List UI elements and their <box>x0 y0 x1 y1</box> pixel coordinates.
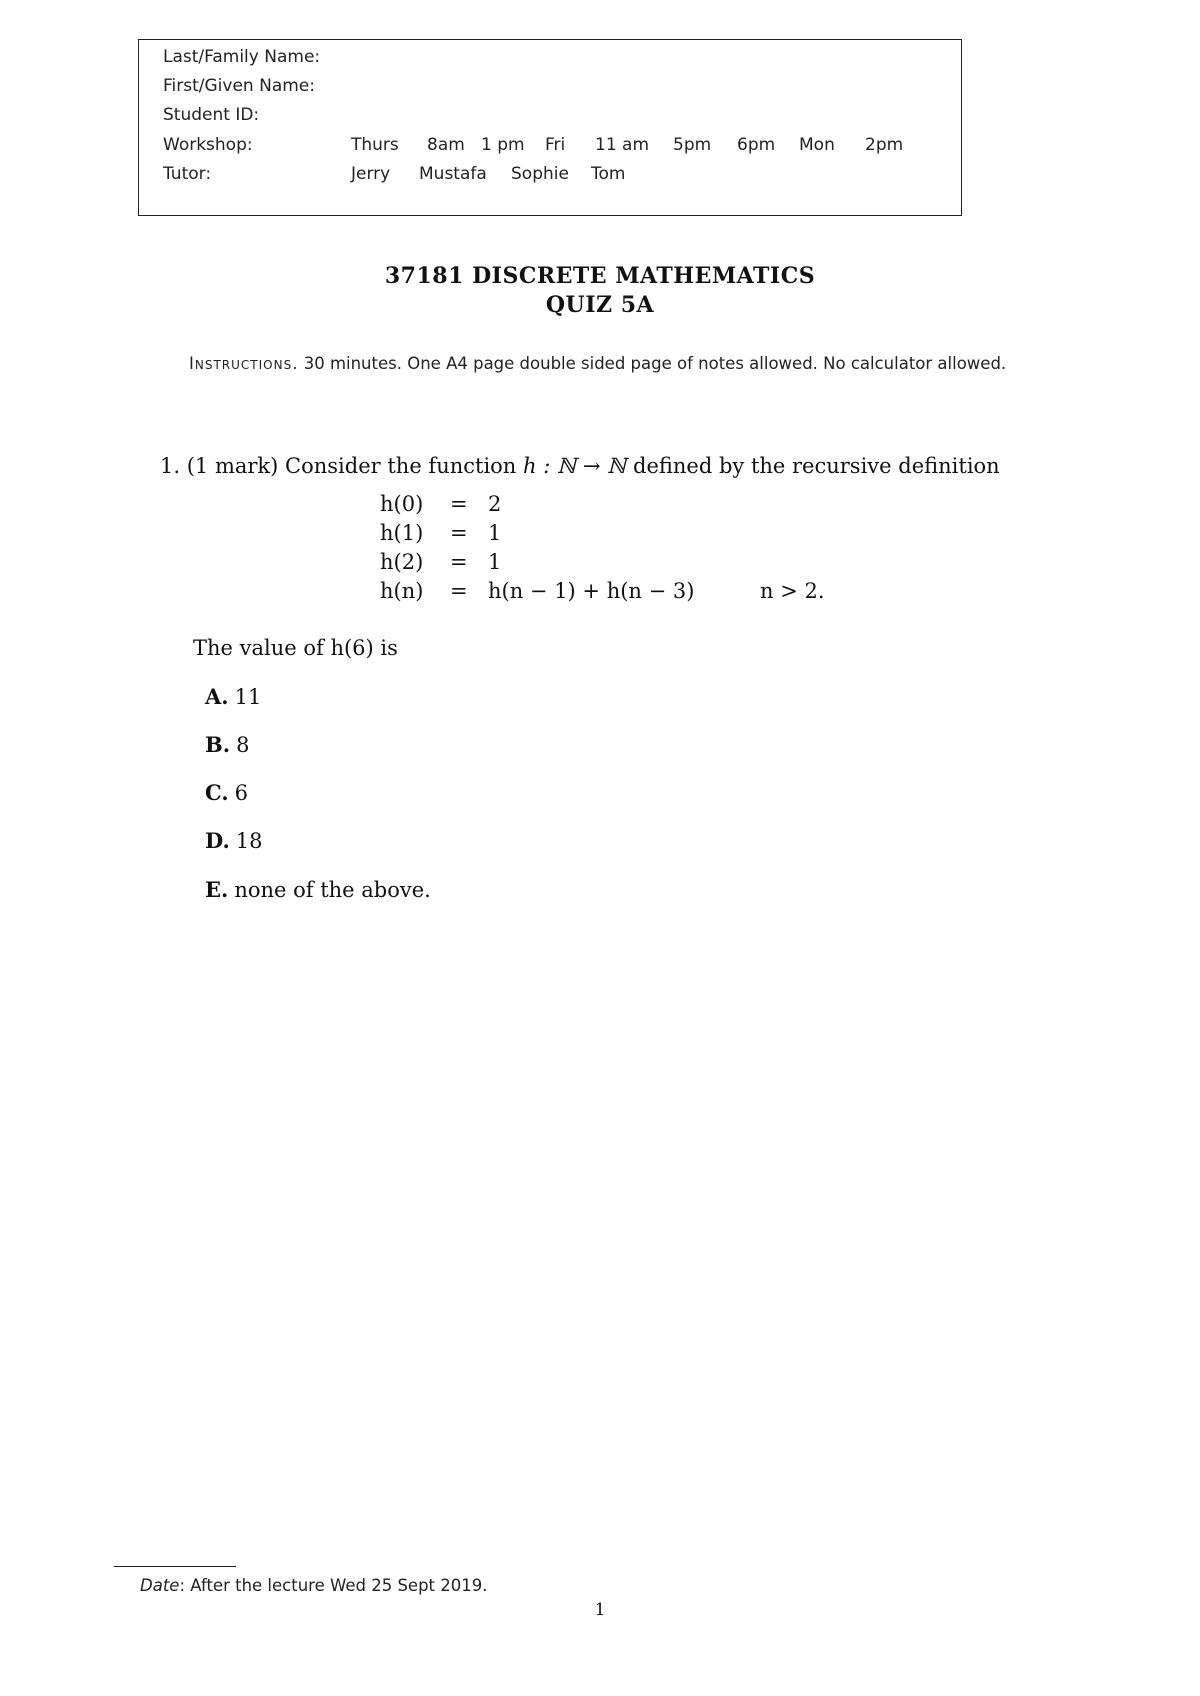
definition-row <box>380 550 880 578</box>
workshop-option: 5pm <box>673 135 712 155</box>
option-letter: E. <box>205 877 229 902</box>
workshop-option: 8am <box>427 135 465 155</box>
footnote <box>140 1576 488 1595</box>
footnote-label: Date <box>140 1576 180 1595</box>
definition-rhs: 1 <box>488 550 502 574</box>
option-text: 18 <box>235 829 263 853</box>
answer-option-e[interactable] <box>205 877 431 902</box>
definition-rhs: 1 <box>488 521 502 545</box>
option-text: 8 <box>236 733 250 757</box>
question-number: 1. <box>160 454 181 478</box>
first-name-label: First/Given Name: <box>163 76 315 96</box>
student-info-box <box>138 39 962 216</box>
instructions-label: Instructions. <box>189 354 299 373</box>
option-text: 6 <box>234 781 249 805</box>
definition-lhs: h(0) <box>380 492 424 516</box>
option-letter: C. <box>205 780 229 805</box>
workshop-option: 11 am <box>595 135 650 155</box>
workshop-option: 6pm <box>737 135 776 155</box>
question-text-before: Consider the function <box>285 454 517 478</box>
workshop-option: 1 pm <box>481 135 525 155</box>
answer-option-b[interactable] <box>205 732 249 757</box>
page-number: 1 <box>594 1600 606 1620</box>
first-name-row <box>163 76 349 96</box>
student-id-row <box>163 105 349 125</box>
last-name-row <box>163 47 349 67</box>
student-id-label: Student ID: <box>163 105 260 125</box>
workshop-option: 2pm <box>865 135 904 155</box>
definition-rhs: h(n − 1) + h(n − 3) <box>488 579 695 603</box>
definition-rhs: 2 <box>488 492 502 516</box>
definition-equals: = <box>450 521 468 545</box>
definition-row <box>380 521 880 549</box>
workshop-label: Workshop: <box>163 135 253 155</box>
instructions-text: 30 minutes. One A4 page double sided page of notes allowed. No calculator allowed. <box>303 354 1007 373</box>
answer-option-c[interactable] <box>205 780 248 805</box>
definition-lhs: h(1) <box>380 521 424 545</box>
tutor-option: Sophie <box>511 164 569 184</box>
definition-equals: = <box>450 492 468 516</box>
option-text: 11 <box>234 685 262 709</box>
instructions <box>189 352 1029 375</box>
question-prompt: The value of h(6) is <box>193 636 398 660</box>
function-signature: h : ℕ → ℕ <box>523 454 627 478</box>
question-text-after: defined by the recursive definition <box>633 454 1000 478</box>
answer-option-a[interactable] <box>205 684 261 709</box>
definition-equals: = <box>450 579 468 603</box>
course-title: 37181 DISCRETE MATHEMATICS <box>384 263 816 289</box>
tutor-option: Jerry <box>351 164 391 184</box>
question-1 <box>160 454 1000 478</box>
tutor-option: Tom <box>591 164 626 184</box>
definition-lhs: h(2) <box>380 550 424 574</box>
option-letter: B. <box>205 732 231 757</box>
tutor-label: Tutor: <box>163 164 212 184</box>
footnote-rule <box>114 1566 236 1567</box>
definition-condition: n > 2. <box>760 579 825 603</box>
definition-row <box>380 579 880 607</box>
tutor-row <box>163 164 953 186</box>
workshop-option: Mon <box>799 135 835 155</box>
option-text: none of the above. <box>234 878 431 902</box>
option-letter: D. <box>205 828 230 853</box>
question-marks: (1 mark) <box>186 454 279 478</box>
footnote-text: : After the lecture Wed 25 Sept 2019. <box>179 1576 488 1595</box>
workshop-option: Thurs <box>351 135 399 155</box>
definition-equals: = <box>450 550 468 574</box>
quiz-title: QUIZ 5A <box>545 292 655 318</box>
workshop-option: Fri <box>545 135 566 155</box>
last-name-label: Last/Family Name: <box>163 47 321 67</box>
definition-lhs: h(n) <box>380 579 424 603</box>
workshop-row <box>163 135 953 157</box>
option-letter: A. <box>205 684 229 709</box>
definition-row <box>380 492 880 520</box>
tutor-option: Mustafa <box>419 164 487 184</box>
answer-option-d[interactable] <box>205 828 263 853</box>
